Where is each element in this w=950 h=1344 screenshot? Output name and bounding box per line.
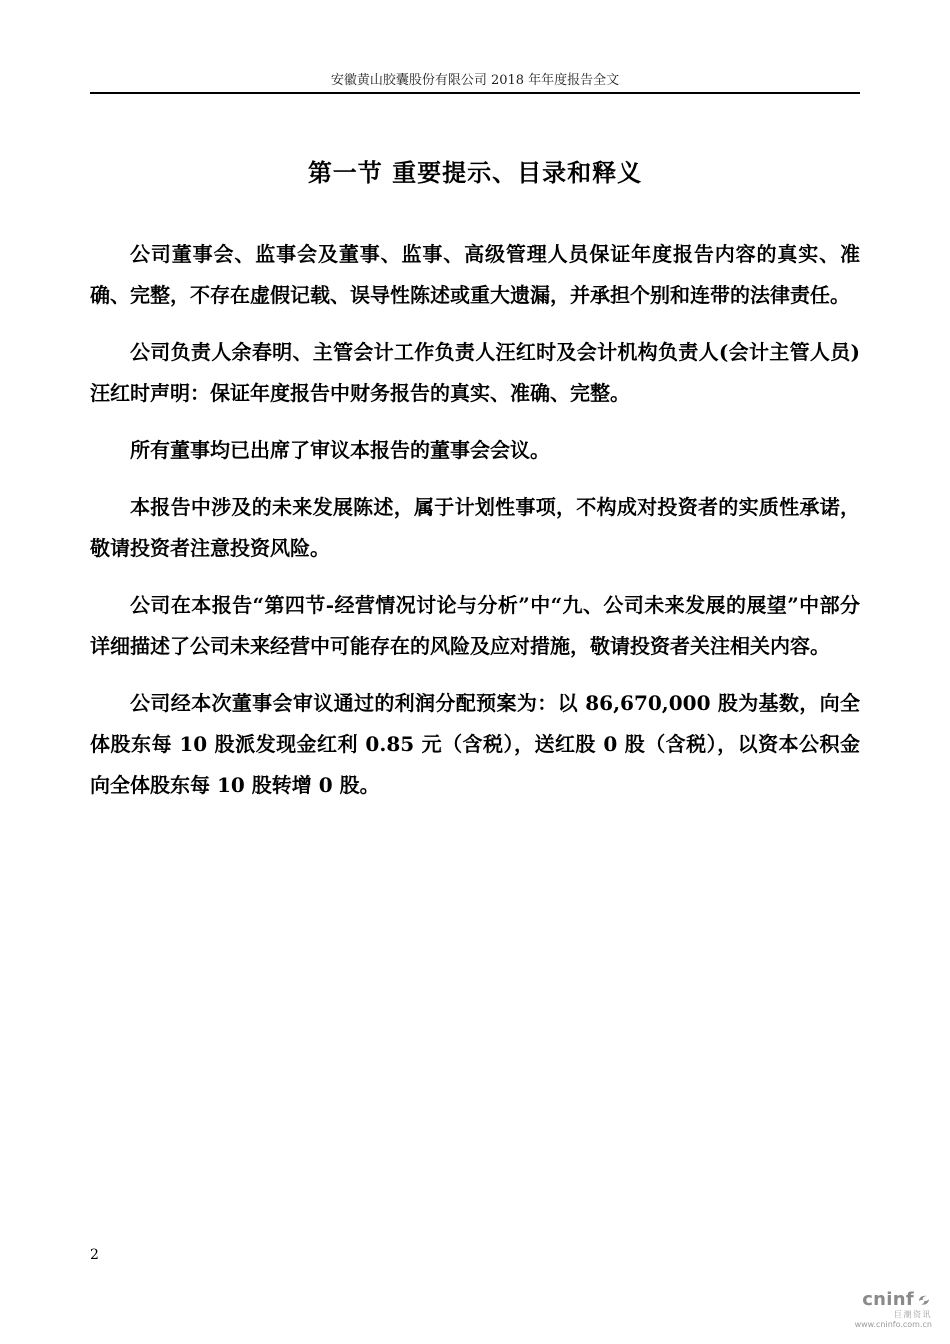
section-title: 第一节 重要提示、目录和释义 bbox=[307, 158, 643, 187]
paragraph-risk-reference: 公司在本报告“第四节-经营情况讨论与分析”中“九、公司未来发展的展望”中部分详细描述了公司未来经营中可能存在的风险及应对措施，敬请投资者关注相关内容。 bbox=[90, 593, 860, 658]
important-notice-body bbox=[90, 234, 860, 822]
cninfo-swirl-icon bbox=[916, 1292, 932, 1308]
paragraph-profit-distribution: 公司经本次董事会审议通过的利润分配预案为：以 86,670,000 股为基数，向全体股东每 10 股派发现金红利 0.85 元（含税），送红股 0 股（含税），以资本公积金向全体股东每 10 股转增 0 股。 bbox=[90, 691, 860, 797]
cninfo-logo-text: cninf bbox=[862, 1289, 914, 1310]
report-header: 安徽黄山胶囊股份有限公司 2018 年年度报告全文 bbox=[330, 73, 620, 88]
paragraph-responsibility-statement: 公司董事会、监事会及董事、监事、高级管理人员保证年度报告内容的真实、准确、完整，不存在虚假记载、误导性陈述或重大遗漏，并承担个别和连带的法律责任。 bbox=[90, 242, 860, 307]
paragraph-officer-declaration: 公司负责人余春明、主管会计工作负责人汪红时及会计机构负责人(会计主管人员)汪红时声明：保证年度报告中财务报告的真实、准确、完整。 bbox=[90, 340, 860, 405]
cninfo-chinese-name: 巨潮资讯 bbox=[894, 1310, 932, 1319]
cninfo-url: www.cninfo.com.cn bbox=[854, 1320, 932, 1329]
cninfo-watermark bbox=[840, 1290, 932, 1332]
cninfo-logo bbox=[840, 1290, 932, 1310]
header-divider bbox=[90, 92, 860, 94]
page-number: 2 bbox=[90, 1247, 99, 1263]
paragraph-board-attendance: 所有董事均已出席了审议本报告的董事会会议。 bbox=[130, 438, 550, 462]
paragraph-forward-looking-risk: 本报告中涉及的未来发展陈述，属于计划性事项，不构成对投资者的实质性承诺，敬请投资者注意投资风险。 bbox=[90, 495, 860, 560]
